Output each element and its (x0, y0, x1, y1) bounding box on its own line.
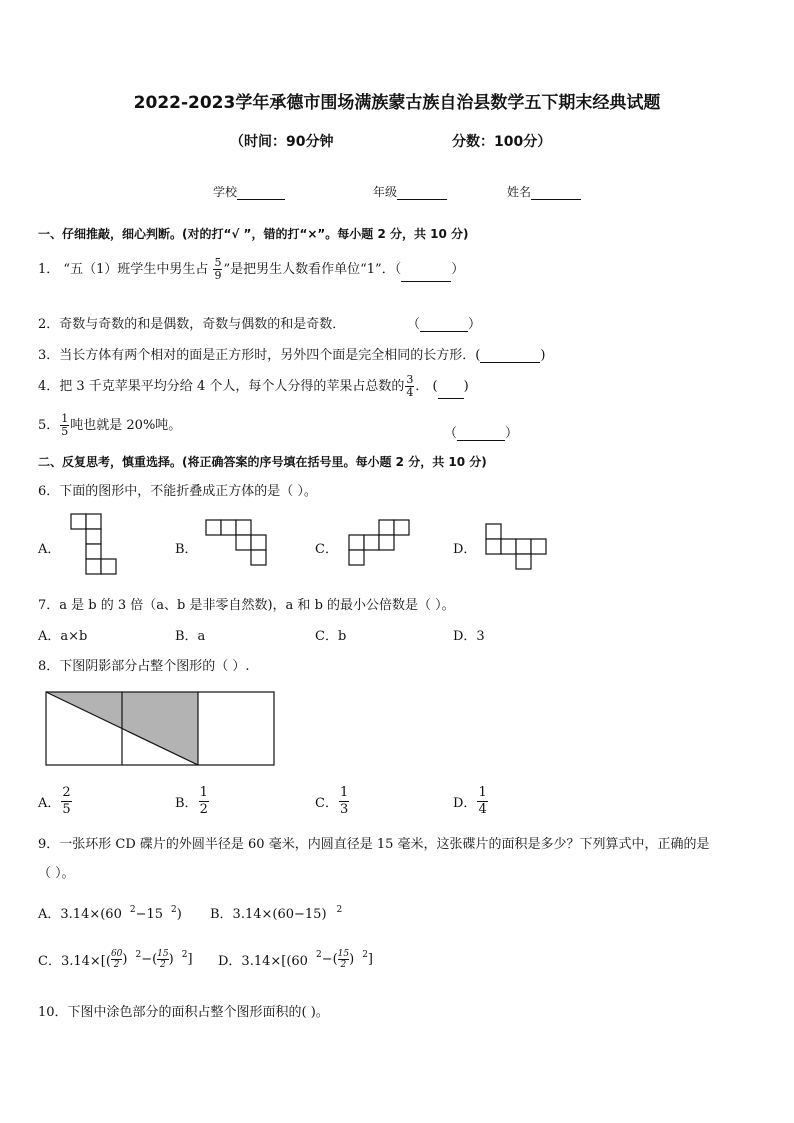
q6-net-b (205, 519, 269, 567)
question-10: 10．下图中涂色部分的面积占整个图形面积的( )。 (38, 1005, 329, 1020)
school-field[interactable] (213, 183, 285, 200)
q5-fraction (60, 413, 69, 438)
q9-c-fraction-1 (111, 949, 122, 970)
grade-label: 年级 (373, 185, 398, 199)
q9-b-exp: 2 (336, 905, 343, 915)
q9-d-label: D．3.14×[(60 (218, 954, 308, 969)
q8-option-d-fraction (477, 785, 487, 818)
q9-d-end: ] (367, 952, 373, 967)
q4-fraction (405, 374, 414, 399)
q1-close: ） (451, 262, 465, 277)
section1-heading: 一、仔细推敲，细心判断。(对的打“√ ”，错的打“×”。每小题 2 分，共 10 分) (38, 227, 469, 241)
question-1 (38, 257, 464, 282)
q9-c-frac1-numerator: 60 (110, 949, 123, 959)
question-4 (38, 374, 469, 399)
q8-b-numerator: 1 (199, 785, 208, 800)
q9-c-end: ] (187, 952, 193, 967)
q8-option-a[interactable] (38, 785, 73, 818)
q8-option-a-label: A． (38, 796, 61, 811)
q9-d-frac-denominator: 2 (340, 960, 347, 970)
q9-a-mid: −15 (135, 907, 164, 922)
q7-option-d[interactable]: D．3 (453, 629, 485, 644)
q8-option-b-label: B． (175, 796, 198, 811)
q4-post: ． ( (415, 379, 438, 394)
q9-d-frac-numerator: 15 (337, 949, 350, 959)
q9-c-close-paren-2: ) (168, 952, 174, 967)
q1-fraction (213, 257, 222, 282)
q8-figure (45, 691, 277, 768)
q6-net-d (485, 523, 549, 571)
q9-c-frac2-denominator: 2 (160, 960, 166, 970)
q6-option-d-label[interactable]: D． (453, 542, 477, 557)
name-blank[interactable] (531, 199, 581, 200)
q8-c-denominator: 3 (339, 802, 349, 817)
q7-option-b[interactable]: B．a (175, 629, 206, 644)
q6-option-a-label[interactable]: A． (38, 542, 61, 557)
q7-option-c[interactable]: C．b (315, 629, 347, 644)
q5-frac-denominator: 5 (61, 425, 69, 438)
q7-option-a[interactable]: A．a×b (38, 629, 88, 644)
q9-c-exp-1: 2 (135, 950, 142, 960)
grade-field[interactable] (373, 183, 447, 200)
q5-frac-numerator: 1 (61, 412, 69, 425)
q9-c-exp-2: 2 (181, 950, 188, 960)
q4-answer-blank[interactable] (438, 398, 464, 399)
q9-d-minus: −( (321, 952, 338, 967)
q8-option-a-fraction (61, 785, 71, 818)
q1-frac-numerator: 5 (214, 256, 222, 269)
q9-option-c[interactable] (38, 949, 193, 970)
q8-d-numerator: 1 (478, 785, 487, 800)
q6-option-c-label[interactable]: C． (315, 542, 338, 557)
question-7: 7．a 是 b 的 3 倍（a、b 是非零自然数)，a 和 b 的最小公倍数是（ ）。 (38, 598, 455, 613)
q5-number: 5． (38, 418, 60, 433)
question-8: 8．下图阴影部分占整个图形的（ ）. (38, 659, 250, 674)
q9-c-frac2-numerator: 15 (157, 949, 169, 959)
q9-d-close-paren: ) (349, 952, 355, 967)
q9-c-minus: −( (141, 952, 158, 967)
q5-post: 吨也就是 20%吨。 (70, 418, 182, 433)
q3-text: 3．当长方体有两个相对的面是正方形时，另外四个面是完全相同的长方形．( (38, 348, 481, 363)
q9-a-end: ) (176, 907, 182, 922)
q8-b-denominator: 2 (199, 802, 208, 817)
q9-c-close-paren: ) (122, 952, 128, 967)
q9-d-exp-2: 2 (362, 950, 368, 960)
q9-c-frac1-denominator: 2 (113, 960, 120, 970)
q4-frac-numerator: 3 (406, 373, 414, 386)
question-9-bracket: （ ）。 (38, 866, 75, 881)
question-9: 9．一张环形 CD 碟片的外圆半径是 60 毫米，内圆直径是 15 毫米，这张碟片的面积是多少？下列算式中，正确的是 (38, 837, 710, 852)
page-title: 2022-2023学年承德市围场满族蒙古族自治县数学五下期末经典试题 (133, 93, 661, 113)
q4-close: ) (463, 379, 469, 394)
question-2 (38, 313, 345, 332)
q9-c-label: C．3.14×[( (38, 954, 111, 969)
name-label: 姓名 (507, 185, 532, 199)
q9-c-fraction-2 (157, 949, 168, 970)
q1-post: ”是把男生人数看作单位“1”．（ (223, 262, 402, 277)
school-label: 学校 (213, 185, 238, 199)
q2-close: ） (468, 317, 482, 332)
q8-a-denominator: 5 (62, 802, 71, 817)
q8-option-d-label: D． (453, 796, 477, 811)
q6-net-a (70, 513, 118, 575)
q8-a-numerator: 2 (62, 785, 71, 800)
name-field[interactable] (507, 183, 581, 200)
q5-close: ） (505, 426, 519, 441)
q9-option-a[interactable] (38, 903, 182, 922)
q1-number: 1． (38, 262, 60, 277)
q2-answer (407, 313, 481, 332)
q1-pre: “五（1）班学生中男生占 (63, 262, 209, 277)
q9-b-label: B．3.14×(60−15) (210, 907, 327, 922)
q9-a-exp-1: 2 (129, 905, 136, 915)
q5-open: （ (444, 426, 458, 441)
section2-heading: 二、反复思考，慎重选择。(将正确答案的序号填在括号里。每小题 2 分，共 10 分) (38, 455, 487, 469)
exam-time: （时间：90分钟 (230, 134, 334, 150)
grade-blank[interactable] (397, 199, 447, 200)
q9-d-exp-1: 2 (315, 950, 322, 960)
q5-answer (444, 422, 518, 441)
q6-net-c (348, 519, 412, 567)
question-3 (38, 344, 545, 363)
q3-close: ) (540, 348, 546, 363)
q8-option-b[interactable] (175, 785, 210, 818)
exam-score: 分数：100分） (452, 134, 552, 150)
q8-c-numerator: 1 (339, 785, 349, 800)
q2-answer-blank[interactable] (420, 331, 468, 332)
q4-pre: 4．把 3 千克苹果平均分给 4 个人，每个人分得的苹果占总数的 (38, 379, 405, 394)
q2-text: 2．奇数与奇数的和是偶数，奇数与偶数的和是奇数． (38, 317, 346, 332)
q9-a-exp-2: 2 (171, 905, 177, 915)
q8-option-c-fraction (339, 785, 349, 818)
q8-option-d[interactable] (453, 785, 489, 818)
q2-open: （ (407, 317, 421, 332)
q9-a-label: A．3.14×(60 (38, 907, 122, 922)
q5-answer-blank[interactable] (457, 440, 505, 441)
q4-frac-denominator: 4 (406, 386, 414, 399)
q6-option-b-label[interactable]: B． (175, 542, 198, 557)
q1-answer-blank[interactable] (401, 281, 451, 282)
q8-option-c-label: C． (315, 796, 338, 811)
question-6: 6．下面的图形中，不能折叠成正方体的是（ ）。 (38, 484, 317, 499)
q9-option-b[interactable] (210, 903, 342, 922)
question-5 (38, 413, 181, 438)
q1-frac-denominator: 9 (214, 269, 222, 282)
q8-option-b-fraction (199, 785, 209, 818)
q3-answer-blank[interactable] (480, 362, 540, 363)
q8-option-c[interactable] (315, 785, 350, 818)
q8-d-denominator: 4 (478, 802, 487, 817)
q9-option-d[interactable] (218, 949, 373, 970)
q9-d-fraction (338, 949, 349, 970)
school-blank[interactable] (237, 199, 285, 200)
